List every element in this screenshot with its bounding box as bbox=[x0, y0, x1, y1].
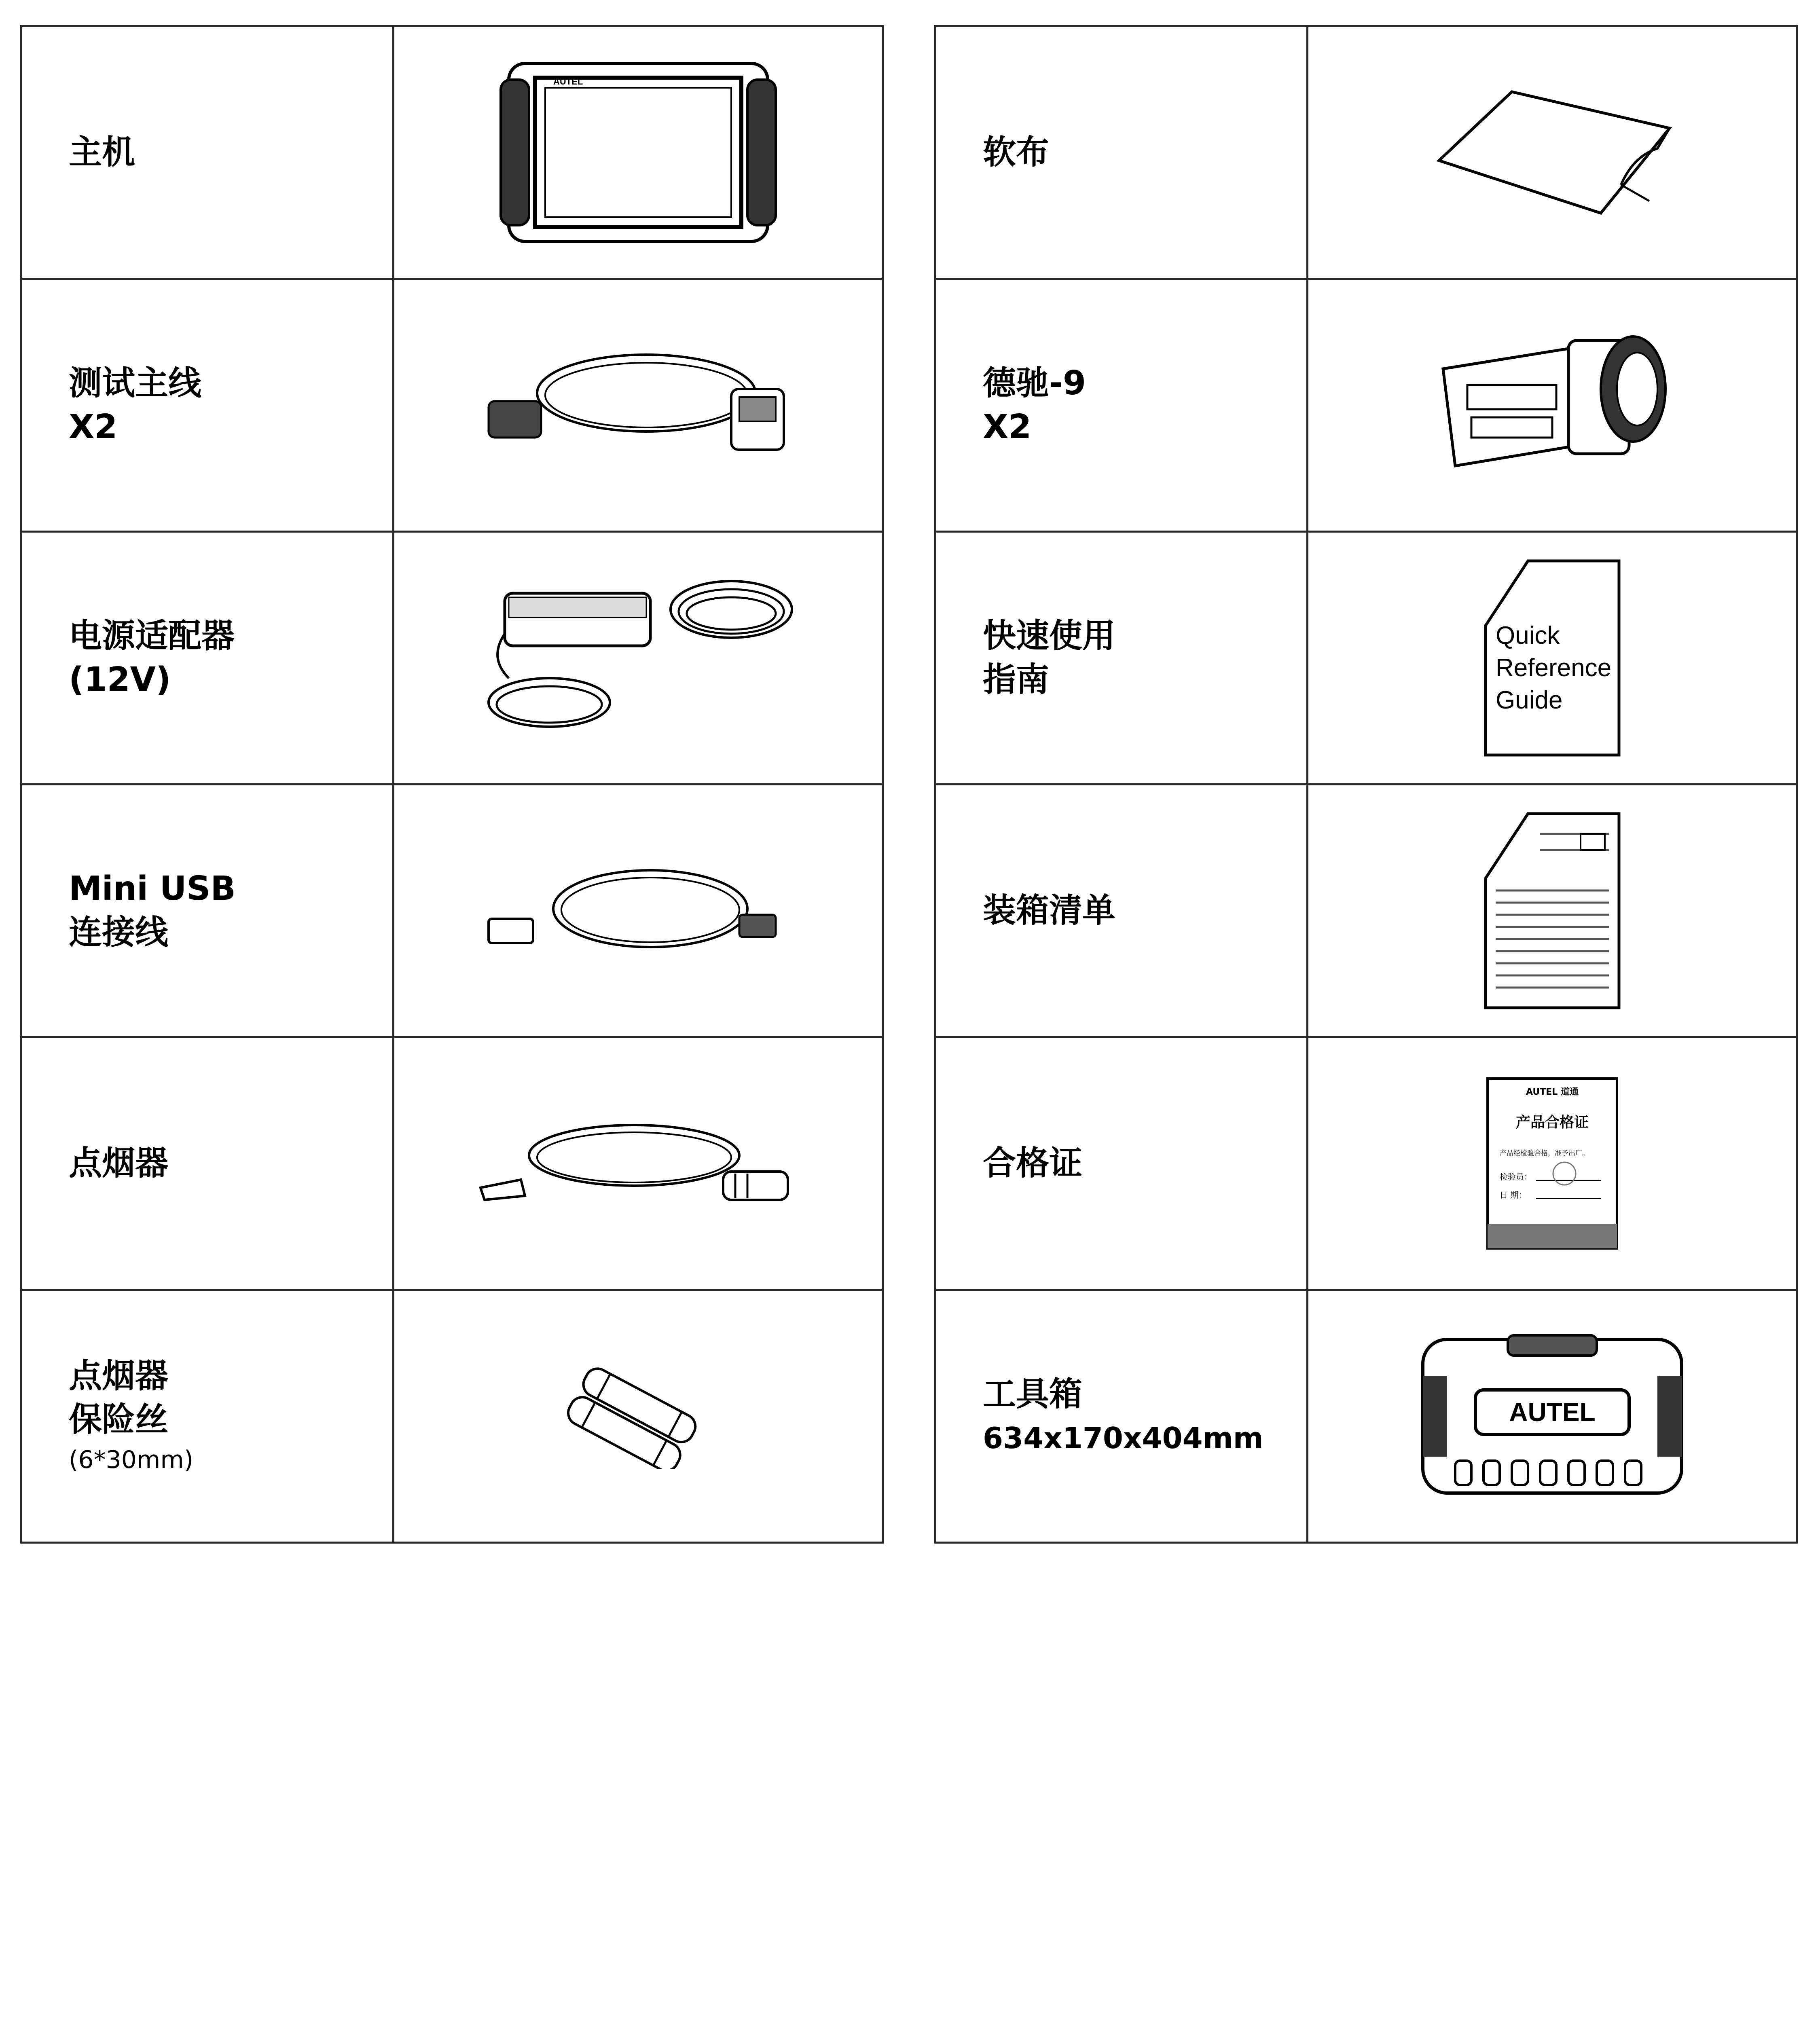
item-sub: X2 bbox=[983, 408, 1032, 446]
item-name: 合格证 bbox=[983, 1144, 1083, 1182]
cloth-icon bbox=[1431, 80, 1674, 225]
item-label bbox=[21, 1290, 394, 1543]
item-sub: X2 bbox=[69, 408, 118, 446]
item-image-cell bbox=[1308, 1290, 1797, 1543]
accessory-table-left bbox=[20, 25, 884, 1544]
tablet-icon bbox=[497, 55, 780, 250]
item-name: 工具箱 bbox=[983, 1375, 1083, 1413]
table-row bbox=[935, 785, 1797, 1037]
item-image-cell bbox=[394, 785, 883, 1037]
table-row bbox=[935, 26, 1797, 279]
item-image-cell bbox=[394, 532, 883, 785]
toolbox-icon bbox=[1415, 1331, 1690, 1501]
item-label bbox=[21, 532, 394, 785]
table-row bbox=[935, 279, 1797, 532]
table-row bbox=[935, 1290, 1797, 1543]
table-row bbox=[935, 532, 1797, 785]
item-label bbox=[935, 26, 1308, 279]
item-image-cell bbox=[394, 279, 883, 532]
tablet-brand: AUTEL bbox=[553, 76, 583, 87]
item-image-cell bbox=[394, 1037, 883, 1290]
item-image-cell bbox=[1308, 785, 1797, 1037]
item-sub: (12V) bbox=[69, 660, 171, 699]
item-image-cell bbox=[394, 1290, 883, 1543]
toolbox-brand: AUTEL bbox=[1509, 1398, 1596, 1427]
guide-line-3: Guide bbox=[1495, 686, 1562, 714]
obd-adapter-icon bbox=[1431, 316, 1674, 494]
item-name: 主机 bbox=[69, 133, 135, 171]
packing-list-icon bbox=[1479, 810, 1625, 1012]
item-label bbox=[21, 279, 394, 532]
item-note: (6*30mm) bbox=[69, 1446, 194, 1474]
table-row bbox=[935, 1037, 1797, 1290]
item-label bbox=[935, 279, 1308, 532]
table-row bbox=[21, 279, 883, 532]
table-row bbox=[21, 1037, 883, 1290]
table-row bbox=[21, 26, 883, 279]
item-image-cell bbox=[394, 26, 883, 279]
item-name: 点烟器 bbox=[69, 1144, 169, 1182]
item-image-cell bbox=[1308, 26, 1797, 279]
item-sub: 连接线 bbox=[69, 913, 169, 952]
item-name: Mini USB bbox=[69, 869, 236, 908]
certificate-date: 日 期： bbox=[1499, 1190, 1526, 1200]
guide-line-2: Reference bbox=[1495, 654, 1611, 682]
table-row bbox=[21, 1290, 883, 1543]
quick-guide-icon bbox=[1479, 557, 1625, 759]
item-sub: 指南 bbox=[983, 660, 1050, 699]
table-row bbox=[21, 785, 883, 1037]
item-image-cell bbox=[1308, 1037, 1797, 1290]
item-name: 德驰-9 bbox=[983, 364, 1086, 402]
item-label bbox=[21, 26, 394, 279]
item-label bbox=[935, 532, 1308, 785]
certificate-inspector: 检验员： bbox=[1499, 1172, 1532, 1182]
item-note: 634x170x404mm bbox=[983, 1421, 1263, 1455]
certificate-line1: 产品经检验合格，准予出厂。 bbox=[1499, 1149, 1589, 1157]
fuse-icon bbox=[549, 1364, 727, 1469]
certificate-icon bbox=[1484, 1074, 1621, 1252]
item-image-cell bbox=[1308, 532, 1797, 785]
item-name: 测试主线 bbox=[69, 364, 202, 402]
item-label bbox=[21, 785, 394, 1037]
table-row bbox=[21, 532, 883, 785]
guide-line-1: Quick bbox=[1495, 622, 1560, 649]
usb-cable-icon bbox=[480, 858, 796, 963]
item-name: 电源适配器 bbox=[69, 616, 235, 655]
item-name: 装箱清单 bbox=[983, 891, 1116, 930]
item-sub: 保险丝 bbox=[69, 1400, 169, 1439]
item-name: 点烟器 bbox=[69, 1356, 169, 1395]
certificate-title: 产品合格证 bbox=[1515, 1114, 1589, 1131]
item-label bbox=[935, 1037, 1308, 1290]
item-name: 软布 bbox=[983, 133, 1050, 171]
power-adapter-icon bbox=[480, 569, 796, 747]
item-label bbox=[935, 1290, 1308, 1543]
accessory-table-right bbox=[934, 25, 1798, 1544]
item-label bbox=[21, 1037, 394, 1290]
item-image-cell bbox=[1308, 279, 1797, 532]
item-label bbox=[935, 785, 1308, 1037]
item-name: 快速使用 bbox=[983, 616, 1116, 655]
main-cable-icon bbox=[476, 341, 800, 470]
certificate-brand: AUTEL 道通 bbox=[1526, 1087, 1579, 1097]
cigarette-lighter-cable-icon bbox=[472, 1115, 804, 1212]
